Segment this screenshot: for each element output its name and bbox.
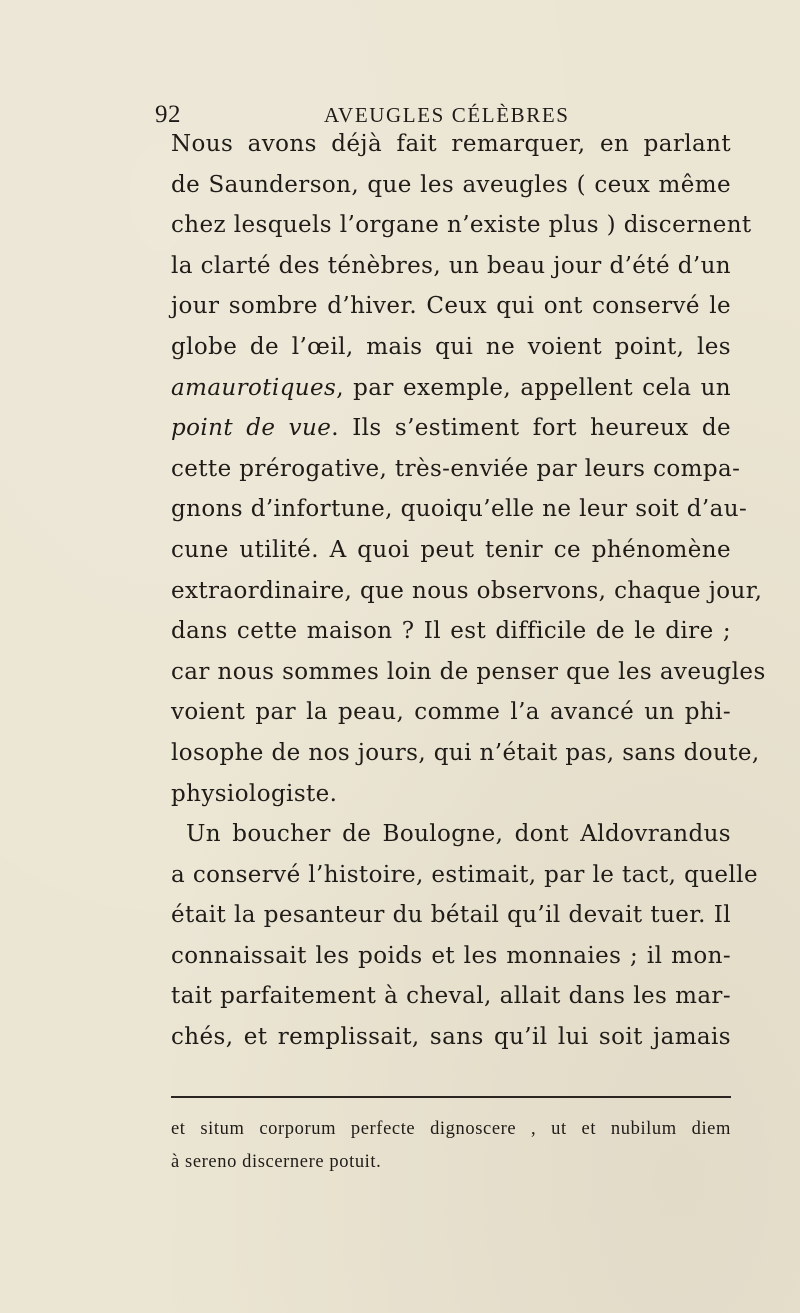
text-line: car nous sommes loin de penser que les aveugles <box>171 658 766 685</box>
text-line: voient par la peau, comme l’a avancé un phi- <box>171 699 731 726</box>
text-line: a conservé l’histoire, estimait, par le tact, quelle <box>171 861 758 888</box>
text-line: globe de l’œil, mais qui ne voient point, les <box>171 333 731 360</box>
footnote-divider <box>171 1096 731 1098</box>
text-line: la clarté des ténèbres, un beau jour d’été d’un <box>171 252 731 279</box>
text-line: tait parfaitement à cheval, allait dans les mar- <box>171 983 731 1010</box>
text-line: cette prérogative, très-enviée par leurs compa- <box>171 455 741 482</box>
text-line: de Saunderson, que les aveugles ( ceux même <box>171 171 731 198</box>
text-line: cune utilité. A quoi peut tenir ce phénomène <box>171 536 731 563</box>
body-text <box>171 124 766 1058</box>
text-line: chés, et remplissait, sans qu’il lui soit jamais <box>171 1024 731 1051</box>
text-line: gnons d’infortune, quoiqu’elle ne leur soit d’au- <box>171 496 748 523</box>
text-line: Un boucher de Boulogne, dont Aldovrandus <box>186 821 731 848</box>
italic-term: amaurotiques <box>171 374 337 401</box>
text-line: était la pesanteur du bétail qu’il devait tuer. Il <box>171 902 731 929</box>
text-line: losophe de nos jours, qui n’était pas, sans doute, <box>171 739 760 766</box>
text-line: connaissait les poids et les monnaies ; il mon- <box>171 942 731 969</box>
text-line: chez lesquels l’organe n’existe plus ) discernent <box>171 212 752 239</box>
text-line: physiologiste. <box>171 780 338 807</box>
text-line: Nous avons déjà fait remarquer, en parlant <box>171 131 731 157</box>
text-line: jour sombre d’hiver. Ceux qui ont conservé le <box>171 293 731 320</box>
text-line: amaurotiques, par exemple, appellent cela un <box>171 374 731 401</box>
footnote-line: et situm corporum perfecte dignoscere , ut et nubilum diem <box>171 1119 731 1139</box>
text-line: point de vue. Ils s’estiment fort heureux de <box>171 415 731 442</box>
italic-term: point de vue <box>171 415 332 442</box>
running-title: AVEUGLES CÉLÈBRES <box>324 103 570 127</box>
footnote-line: à sereno discernere potuit. <box>171 1152 382 1172</box>
text-line: extraordinaire, que nous observons, chaque jour, <box>171 577 763 604</box>
page-number: 92 <box>155 101 181 128</box>
text-line: dans cette maison ? Il est difficile de le dire ; <box>171 618 731 645</box>
footnote <box>171 1113 731 1179</box>
